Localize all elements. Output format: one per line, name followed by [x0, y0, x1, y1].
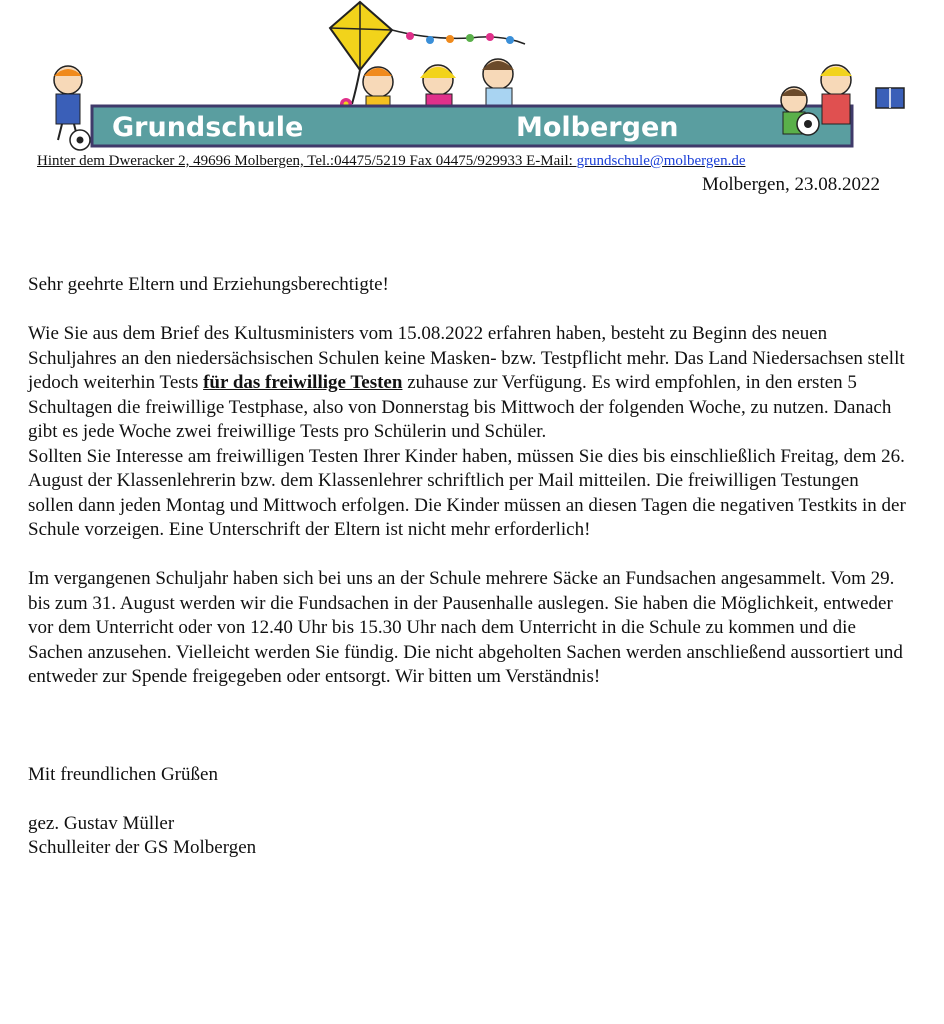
school-logo-header: [0, 0, 944, 156]
child-figure-icon: [54, 66, 82, 140]
school-name-word-2: Molbergen: [516, 112, 679, 143]
school-logo: [0, 0, 944, 156]
paragraph-testing-emphasis: für das freiwillige Testen: [203, 372, 403, 393]
letter-body: [28, 273, 908, 861]
paragraph-registration: Sollten Sie Interesse am freiwilligen Testen Ihrer Kinder haben, müssen Sie dies bis einschließlich Freitag, dem 26. August der Klassenlehrerin bzw. dem Klassenlehrer schriftlich per Mail mitteilen. Die freiwilligen Testungen sollen dann jeden Montag und Mittwoch erfolgen. Die Kinder müssen an diesen Tagen die negativen Testkits in der Schule vorzeigen. Eine Unterschrift der Eltern ist nicht mehr erforderlich!: [28, 445, 906, 540]
paragraph-testing-text-2: zuhause zur Verfügung. Es wird empfohlen, in den ersten 5 Schultagen die freiwillige Testphase, also von Donnerstag bis Mittwoch der folgenden Woche, zu nutzen. Danach gibt es jede Woche zwei freiwillige Tests pro Schülerin und Schüler.: [28, 372, 892, 442]
address-text: Hinter dem Dweracker 2, 49696 Molbergen, Tel.:04475/5219 Fax 04475/929933 E-Mail:: [37, 153, 577, 169]
book-icon: [876, 88, 904, 108]
football-icon: [797, 113, 819, 135]
football-icon: [70, 130, 90, 150]
child-figure-icon: [482, 59, 514, 112]
closing: Mit freundlichen Grüßen: [28, 763, 218, 785]
signature-title: Schulleiter der GS Molbergen: [28, 837, 257, 858]
school-address-line: [37, 153, 937, 170]
paragraph-testing-text-1: Wie Sie aus dem Brief des Kultusministers vom 15.08.2022 erfahren haben, besteht zu Beginn des neuen Schuljahres an den niedersächsischen Schulen keine Masken- bzw. Testpflicht mehr. Das Land Niedersachsen stellt jedoch weiterhin Tests: [28, 323, 905, 393]
paragraph-testing: [28, 322, 908, 445]
email-link[interactable]: grundschule@molbergen.de: [576, 153, 746, 169]
paragraph-lost-and-found: Im vergangenen Schuljahr haben sich bei uns an der Schule mehrere Säcke an Fundsachen angesammelt. Vom 29. bis zum 31. August werden wir die Fundsachen in der Pausenhalle auslegen. Sie haben die Möglichkeit, entweder vor dem Unterricht oder von 12.40 Uhr bis 15.30 Uhr nach dem Unterricht in die Schule zu kommen und die Sachen anzusehen. Vielleicht werden Sie fündig. Die nicht abgeholten Sachen werden anschließend aussortiert und entweder zur Spende freigegeben oder entsorgt. Wir bitten um Verständnis!: [28, 568, 903, 687]
signature-name: gez. Gustav Müller: [28, 812, 175, 834]
letter-date: Molbergen, 23.08.2022: [701, 174, 880, 195]
school-name-word-1: Grundschule: [112, 112, 304, 143]
salutation: Sehr geehrte Eltern und Erziehungsberechtigte!: [28, 274, 389, 295]
child-figure-icon: [820, 65, 852, 124]
